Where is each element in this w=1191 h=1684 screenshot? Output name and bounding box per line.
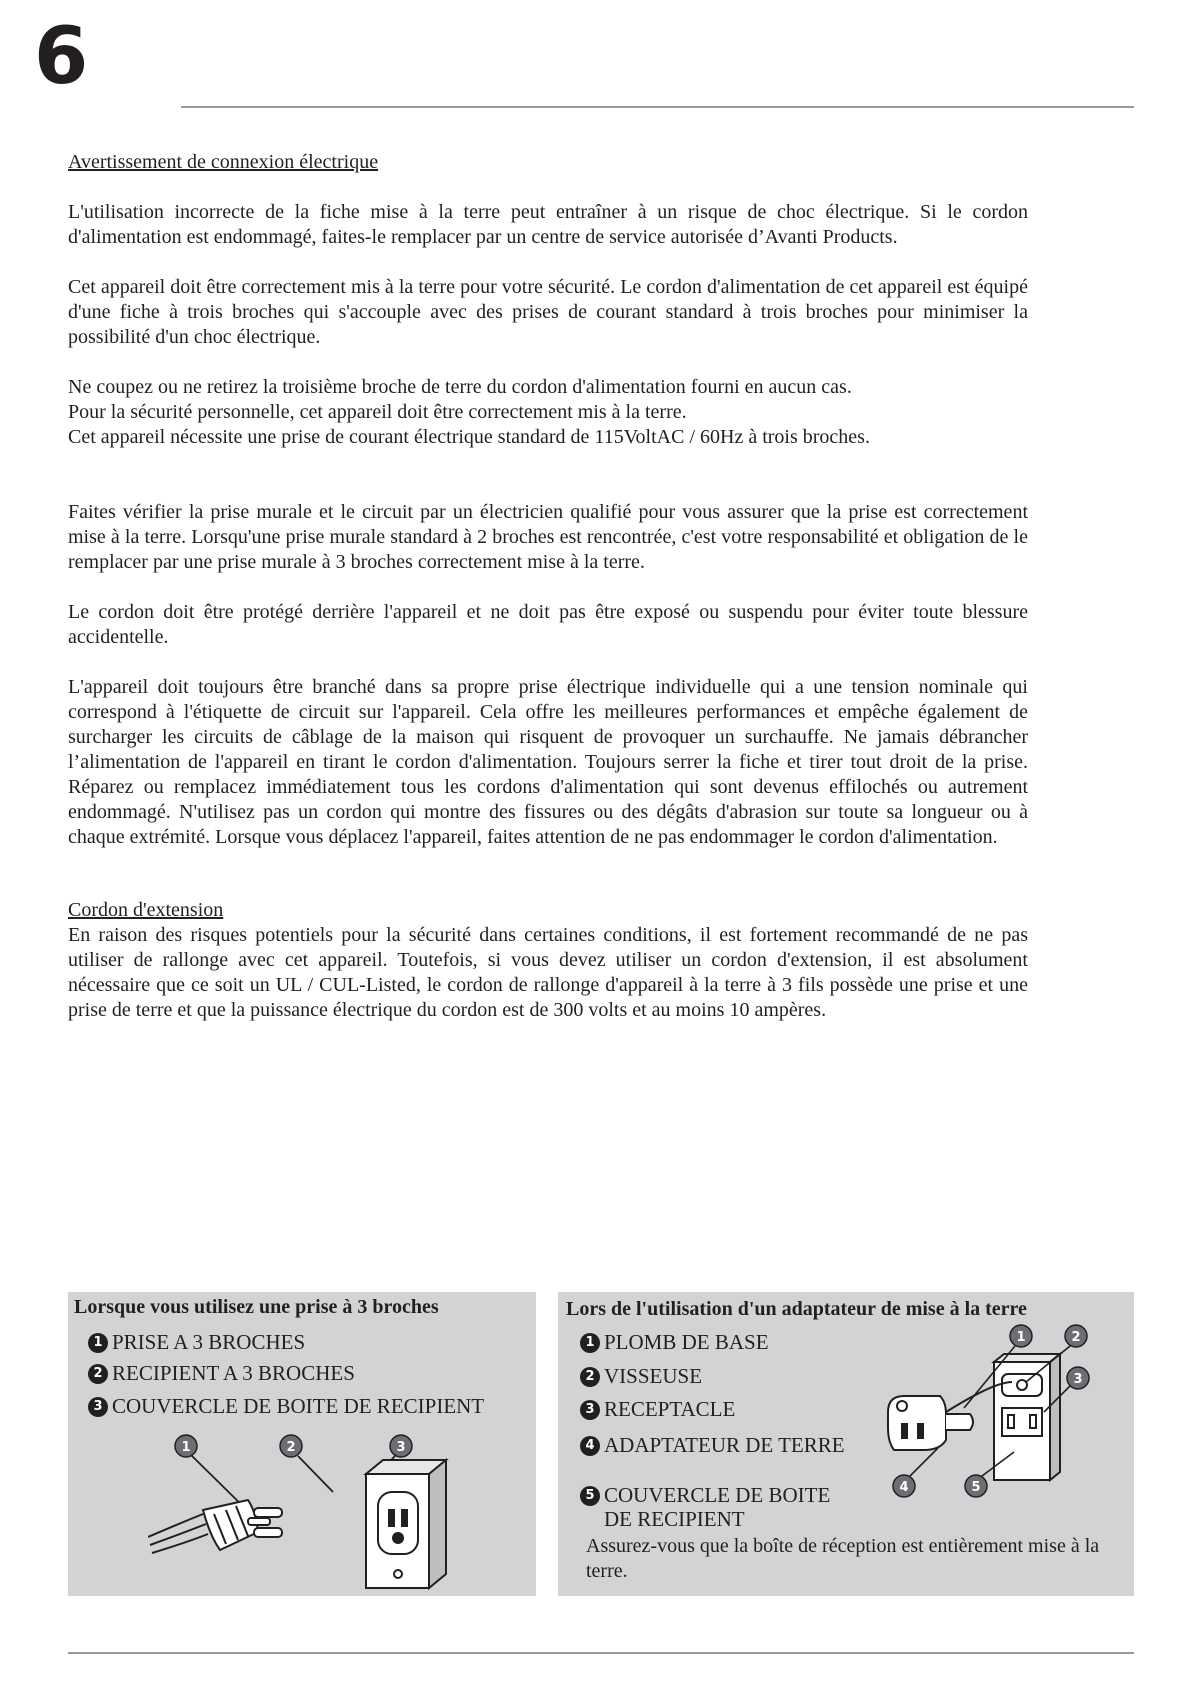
callout-1-icon [1010, 1325, 1032, 1347]
item-label: COUVERCLE DE BOITE DE RECIPIENT [112, 1394, 485, 1418]
list-item [88, 1394, 484, 1419]
wall-outlet-icon [366, 1460, 446, 1588]
main-content [68, 150, 1028, 1023]
three-prong-box [68, 1292, 536, 1596]
number-badge: 2 [580, 1367, 600, 1387]
paragraph: L'utilisation incorrecte de la fiche mise à la terre peut entraîner à un risque de choc électrique. Si le cordon d'alimentation est endommagé, faites-le remplacer par un centre de service autorisée d’Avanti Products. [68, 201, 1028, 248]
paragraph: Cet appareil nécessite une prise de courant électrique standard de 115VoltAC / 60Hz à trois broches. [68, 426, 870, 448]
item-label: PRISE A 3 BROCHES [112, 1330, 306, 1354]
bottom-divider [68, 1652, 1134, 1654]
paragraph: Faites vérifier la prise murale et le circuit par un électricien qualifié pour vous assurer que la prise est correctement mise à la terre. Lorsqu'une prise murale standard à 2 broches est rencontrée, c'est votre responsabilité et obligation de le remplacer par une prise murale à 3 broches correctement mise à la terre. [68, 501, 1028, 573]
paragraph: L'appareil doit toujours être branché dans sa propre prise électrique individuelle qui a une tension nominale qui correspond à l'étiquette de circuit sur l'appareil. Cela offre les meilleures performances et empêche également de surcharger les circuits de câblage de la maison qui risquent de provoquer un surchauffe. Ne jamais débrancher l’alimentation de l'appareil en tirant le cordon d'alimentation. Toujours serrer la fiche et tirer tout droit de la prise. Réparez ou remplacez immédiatement tous les cordons d'alimentation qui sont devenus effilochés ou autrement endommagé. N'utilisez pas un cordon qui montre des fissures ou des dégâts d'abrasion sur toute sa longueur ou à chaque extrémité. Lorsque vous déplacez l'appareil, faites attention de ne pas endommager le cordon d'alimentation. [68, 676, 1028, 848]
top-divider [181, 106, 1134, 108]
list-item [580, 1364, 702, 1389]
item-label: RECEPTACLE [604, 1397, 736, 1421]
callout-2-icon [1065, 1325, 1087, 1347]
svg-text:4: 4 [899, 1480, 909, 1495]
box-title: Lors de l'utilisation d'un adaptateur de mise à la terre [566, 1298, 1027, 1320]
paragraph: Pour la sécurité personnelle, cet appareil doit être correctement mis à la terre. [68, 401, 687, 423]
svg-text:5: 5 [971, 1480, 981, 1495]
item-label: VISSEUSE [604, 1364, 703, 1388]
svg-text:3: 3 [396, 1440, 406, 1455]
list-item [88, 1361, 355, 1386]
number-badge: 1 [88, 1333, 108, 1353]
item-label: PLOMB DE BASE [604, 1330, 769, 1354]
list-item-continuation: DE RECIPIENT [604, 1507, 745, 1531]
callout-3-icon [1067, 1367, 1089, 1389]
number-badge: 1 [580, 1333, 600, 1353]
paragraph: Cet appareil doit être correctement mis à la terre pour votre sécurité. Le cordon d'alimentation de cet appareil est équipé d'une fiche à trois broches qui s'accouple avec des prises de courant standard à trois broches pour minimiser la possibilité d'un choc électrique. [68, 276, 1028, 348]
callout-3-icon [390, 1435, 412, 1457]
item-label: ADAPTATEUR DE TERRE [604, 1433, 845, 1457]
svg-text:1: 1 [1016, 1330, 1026, 1345]
ground-adapter-illustration [874, 1322, 1130, 1502]
callout-1-icon [175, 1435, 197, 1457]
number-badge: 5 [580, 1486, 600, 1506]
list-item [580, 1433, 845, 1458]
svg-text:3: 3 [1073, 1372, 1083, 1387]
callout-4-icon [893, 1475, 915, 1497]
svg-text:2: 2 [1071, 1330, 1081, 1345]
paragraph: En raison des risques potentiels pour la sécurité dans certaines conditions, il est fortement recommandé de ne pas utiliser de rallonge avec cet appareil. Toutefois, si vous devez utiliser un cordon d'extension, il est absolument nécessaire que ce soit un UL / CUL-Listed, le cordon de rallonge d'appareil à la terre à 3 fils possède une prise et une prise de terre et que la puissance électrique du cordon est de 300 volts et au moins 10 ampères. [68, 924, 1028, 1021]
list-item [580, 1397, 735, 1422]
paragraph: Le cordon doit être protégé derrière l'appareil et ne doit pas être exposé ou suspendu pour éviter toute blessure accidentelle. [68, 601, 1028, 648]
number-badge: 3 [580, 1400, 600, 1420]
number-badge: 3 [88, 1397, 108, 1417]
number-badge: 4 [580, 1436, 600, 1456]
plug-outlet-illustration [148, 1432, 468, 1592]
item-label: RECIPIENT A 3 BROCHES [112, 1361, 355, 1385]
item-label: COUVERCLE DE BOITE [604, 1483, 831, 1507]
electrical-warning-heading: Avertissement de connexion électrique [68, 151, 379, 173]
callout-2-icon [280, 1435, 302, 1457]
extension-cord-heading: Cordon d'extension [68, 899, 224, 921]
adapter-note: Assurez-vous que la boîte de réception est entièrement mise à la terre. [586, 1535, 1100, 1582]
ground-adapter-box [558, 1292, 1134, 1596]
callout-5-icon [965, 1475, 987, 1497]
page-number: 6 [34, 12, 89, 102]
box-title: Lorsque vous utilisez une prise à 3 broches [74, 1296, 439, 1318]
list-item [580, 1330, 769, 1355]
list-item [88, 1330, 305, 1355]
svg-text:1: 1 [181, 1440, 191, 1455]
number-badge: 2 [88, 1364, 108, 1384]
list-item [580, 1483, 830, 1508]
svg-text:2: 2 [286, 1440, 296, 1455]
three-prong-plug-icon [148, 1500, 282, 1553]
receptacle-box-icon [994, 1354, 1060, 1480]
paragraph: Ne coupez ou ne retirez la troisième broche de terre du cordon d'alimentation fourni en aucun cas. [68, 376, 852, 398]
